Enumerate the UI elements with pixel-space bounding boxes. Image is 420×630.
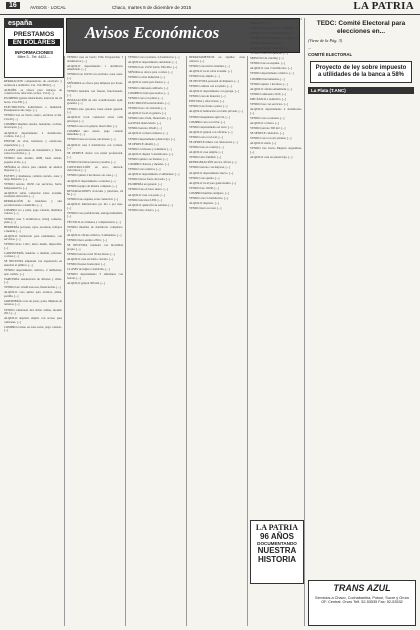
section-label: AVISOS · LOCAL bbox=[30, 5, 66, 10]
editorial-body: ... bbox=[308, 45, 312, 50]
classified-column-1: REPARACIÓN computadoras de escritorio y notebook a domicilio. Cel. 154-36912 [...] ALBAÑIL se ofrece para trabajos de construcción, refacción, techos. 1514 [...] PLOMERO gasista matriculado, atención las 24 horas. 154-339 [...] ELECTRICISTA domiciliario e industrial. Presupuestos sin cargo. [...] VENDO lote en barrio centro, escritura al día. 154-20 [...] COMPRO muebles usados, heladeras, cocinas, lavarropas. [...] ALQUILO departamento 2 dormitorios, cochera. Cel. [...] PINTOR de obra, interiores y exteriores, experiencia. [...] CLASES particulares de matemática y física, todos los niveles. [...] VENDO auto modelo 2008, buen estado, papeles al día. [...] SEÑORA se ofrece para cuidado de adultos mayores. [...] FLETES y mudanzas, camión cerrado, zona y larga distancia. [...] VENDO terreno 10x30 con servicios, barrio Independencia. [...] ALQUILO salón comercial sobre avenida, excelente ubicación. [...] REPARACIÓN de heladeras y aire acondicionado a domicilio. [...] COMPRO oro y plata, pago contado, máximos valores. [...] VENDO casa 3 dormitorios, living comedor, patio. [...] HERRERÍA portones, rejas, escaleras, trabajos a medida. [...] ALQUILO habitación para estudiantes, con servicios. [...] VENDO moto 110cc, único dueño, impecable. [...] CARPINTERÍA muebles a medida, placares, cocinas. [...] SE NECESITA empleada con experiencia en atención al público. [...] VENDO departamento céntrico, 2 ambientes, apto crédito. [...] TAPICERÍA restauración de sillones y sillas. [...] VENDO lote 12x40 zona sur, financiación. [...] ALQUILO casa quinta para eventos, pileta, parrilla. [...] JARDINERÍA corte de pasto, poda, limpieza de terrenos. [...] VENDO camioneta 4x4 doble cabina, modelo 2011. [...] ALQUILO depósito amplio con acceso para camiones. [...] COMPRO terreno en zona norte, pago contado. [...] bbox=[4, 80, 62, 333]
espana-line3: INFORMACIONES bbox=[14, 50, 54, 55]
trans-azul-ad bbox=[308, 580, 416, 626]
espana-line4: Mitre 3 - Tel: 4422-... bbox=[17, 55, 51, 59]
section-tag: La Plata (T.ANC) bbox=[308, 87, 414, 94]
editorial-title: TEDC: Comité Electoral para elecciones en... bbox=[316, 20, 406, 35]
la-patria-ad-line1: 96 AÑOS bbox=[260, 532, 294, 541]
la-patria-ad-masthead: LA PATRIA bbox=[255, 523, 299, 532]
la-patria-ad bbox=[250, 520, 304, 584]
espana-brand: españa bbox=[5, 19, 63, 28]
page-header bbox=[0, 0, 420, 15]
trans-azul-line2: OF. Central: Oruro Telf. 52-53535 Fax: 52-53532 bbox=[321, 600, 403, 605]
classified-column-5: VENDO casa, barrio Sarmiento, 2 dormitorios. [...] ALQUILO departamento 1 ambiente. [...] VENDO lote 12x30 escriturado. [...] SE NECESITA ayudante de cocina. [...] VENDO auto utilitario. [...] ALQUILO local comercial. [...] VENDO casa con quincho. [...] SERVICIO de catering. [...] VENDO lote en esquina. [...] ALQUILO casa 3 dormitorios. [...] VENDO departamento céntrico. [...] COMPRO herramientas. [...] VENDO quinta 1 hectárea. [...] ALQUILO oficina amueblada. [...] VENDO camioneta 2010. [...] MECÁNICO a domicilio. [...] VENDO lote con servicios. [...] ALQUILO departamento 2 dormitorios. [...] VENDO casa a estrenar. [...] ALQUILO cochera. [...] VENDO terreno 300 m2. [...] SE OFRECE cuidadora. [...] VENDO casa con dos plantas. [...] ALQUILO salón. [...] VENDO lote barrio Mujeres Argentinas. [...] ALQUILO casa en planta baja. [...] bbox=[250, 18, 302, 159]
trans-azul-line1: Servicios a Chaco, Cochabamba, Potosí, Sucre y Oruro bbox=[315, 596, 409, 600]
page-number: 16 bbox=[6, 2, 20, 9]
trans-azul-brand: TRANS AZUL bbox=[333, 583, 391, 593]
project-box-text: Proyecto de ley sobre impuesto a utilidades de la banca a 58% bbox=[315, 65, 407, 78]
espana-ad bbox=[4, 18, 64, 78]
classified-column-2: VENDO casa en barrio Villa Prosperidad, 3 dormitorios. [...] ALQUILO departamento 1 dormitorio amueblado. [...] VENDO lote 10x50 con escritura, zona oeste. [...] SEÑORITA se ofrece para limpieza por horas. [...] VENDO heladera con freezer, funcionando. [...] INSTALACIÓN de aire acondicionado split, garantía. [...] VENDO auto gasolero, buen estado general. [...] ALQUILO local comercial sobre calle principal. [...] VENDO casa con galpón, ideal taller. [...] COMPRO auto usado, pago contado inmediato. [...] VENDO lotes en cuotas, sin interés. [...] ALQUILO casa 2 dormitorios con cochera. [...] SE OFRECE chofer con carnet profesional. [...] VENDO bicicletas nuevas y usadas. [...] CONSTRUCCIÓN en seco, durlock, cielorrasos. [...] VENDO quinta 2 hectáreas con casa. [...] ALQUILO departamento a estrenar. [...] VENDO equipo de música completo. [...] DESTAPACIONES cloacales y pluviales, 24 hs. [...] VENDO lote esquina, zona comercial. [...] ALQUILO habitaciones por día o por mes. [...] VENDO casa prefabricada, entrega inmediata. [...] TÉCNICO en celulares y computadoras. [...] VENDO muebles de dormitorio completos. [...] ALQUILO oficina céntrica, 3 ambientes. [...] VENDO moto enduro 250cc. [...] SE NECESITA vendedor con movilidad propia. [...] VENDO terreno rural 50 hectáreas. [...] ALQUILO casa en barrio cerrado. [...] VENDO freezer horizontal. [...] CLASES de inglés a domicilio. [...] VENDO departamento 3 ambientes con balcón. [...] ALQUILO galpón 300 m2. [...] bbox=[67, 56, 123, 285]
project-box bbox=[310, 61, 412, 83]
espana-line2: EN DOLARES bbox=[8, 39, 60, 46]
editorial-column bbox=[308, 16, 414, 616]
editorial-subhead: COMITÉ ELECTORAL bbox=[308, 52, 353, 57]
la-patria-ad-line2: DOCUMENTANDO bbox=[257, 541, 297, 546]
issue-date: Chaco, martes 8 de diciembre de 2015 bbox=[112, 5, 192, 10]
classified-column-4: DEPARTAMENTOS en alquiler, zona céntrica. [...] VENDO casa barrio Güemes. [...] ALQUILO local sobre avenida. [...] VENDO lote amplio. [...] SE NECESITA personal de limpieza. [...] VENDO camión con acoplado. [...] ALQUILO departamento con garage. [...] VENDO casa de material. [...] PINTURA y refacciones. [...] VENDO lote frente a plaza. [...] ALQUILO habitación con baño privado. [...] VENDO maquinaria agrícola. [...] COMPRO casa a reciclar. [...] VENDO departamento en torre. [...] ALQUILO galpón con oficinas. [...] VENDO casa con local. [...] SE OFRECE niñera con referencias. [...] VENDO lote en country. [...] ALQUILO casa amplia. [...] VENDO auto familiar. [...] REFRIGERACIÓN service oficial. [...] VENDO terreno con mejoras. [...] ALQUILO departamento nuevo. [...] VENDO casa quinta. [...] ALQUILO local para gastronomía. [...] VENDO lote 10x30. [...] COMPRO muebles antiguos. [...] VENDO casa 3 dormitorios. [...] ALQUILO depósito. [...] VENDO moto scooter. [...] bbox=[189, 56, 245, 211]
la-patria-ad-line4: HISTORIA bbox=[257, 555, 297, 564]
editorial-continuation: (Viene de la Pág. 3) bbox=[308, 38, 343, 43]
la-patria-ad-line3: NUESTRA bbox=[257, 546, 297, 555]
classifieds-title: Avisos Económicos bbox=[85, 23, 220, 42]
classified-column-3: VENDO casa 2 plantas, 4 dormitorios. [...] ALQUILO departamento amoblado. [...] VENDO lote 15x35 barrio Villa Río. [...] SEÑORA se ofrece para cocinar. [...] VENDO cocina industrial. [...] ALQUILO salón para fiestas. [...] VENDO camioneta utilitaria. [...] COMPRO lavarropas usados. [...] VENDO casa con pileta. [...] ELECTRICISTA matriculado. [...] VENDO lote con vivienda. [...] ALQUILO local en galería. [...] VENDO auto 0 km, financiado. [...] GASISTA matriculado. [...] VENDO terreno 20x40. [...] ALQUILO cochera cubierta. [...] VENDO departamento planta baja. [...] SE OFRECE albañil. [...] VENDO colchones y sommiers. [...] ALQUILO duplex 3 dormitorios. [...] VENDO quinta con frutales. [...] COMPRO chatarra y metales. [...] VENDO casa céntrica. [...] ALQUILO departamento 2 ambientes. [...] VENDO motor fuera de borda. [...] PLOMERÍA en general. [...] VENDO lote en loteo nuevo. [...] ALQUILO casa con patio. [...] VENDO televisor LED. [...] ALQUILO quinta fin de semana. [...] VENDO auto clásico. [...] bbox=[128, 56, 180, 212]
masthead-logo: LA PATRIA bbox=[353, 0, 414, 12]
espana-line1: PRESTAMOS bbox=[13, 31, 55, 38]
